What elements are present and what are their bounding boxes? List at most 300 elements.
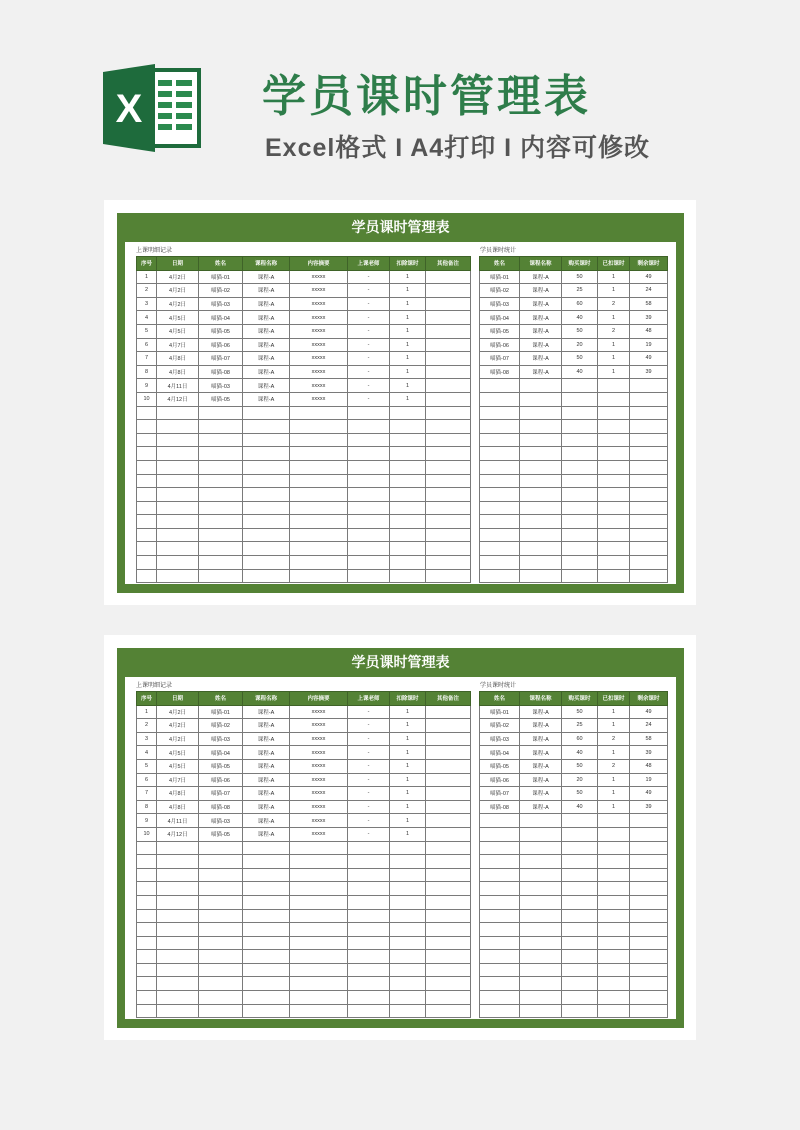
table-cell bbox=[630, 406, 668, 420]
table-row bbox=[480, 1004, 668, 1018]
table-cell bbox=[426, 977, 471, 991]
table-cell bbox=[562, 841, 598, 855]
table-cell: 1 bbox=[390, 297, 426, 311]
table-cell: - bbox=[348, 324, 390, 338]
table-cell bbox=[562, 542, 598, 556]
table-cell bbox=[562, 827, 598, 841]
stats-section-label: 学员课时统计 bbox=[480, 683, 517, 689]
table-cell bbox=[630, 515, 668, 529]
table-cell bbox=[137, 950, 157, 964]
stats-column-header: 购买课时 bbox=[562, 692, 598, 706]
table-cell bbox=[348, 488, 390, 502]
table-row bbox=[137, 882, 471, 896]
table-cell bbox=[598, 420, 630, 434]
table-cell bbox=[426, 515, 471, 529]
table-cell: 39 bbox=[630, 311, 668, 325]
records-column-header: 序号 bbox=[137, 257, 157, 271]
table-cell bbox=[157, 991, 199, 1005]
table-row bbox=[137, 1004, 471, 1018]
table-row bbox=[480, 705, 668, 719]
sheet-frame bbox=[117, 648, 684, 1028]
table-cell bbox=[243, 501, 290, 515]
table-cell bbox=[480, 379, 520, 393]
table-cell: - bbox=[348, 311, 390, 325]
table-cell bbox=[243, 909, 290, 923]
table-cell bbox=[157, 977, 199, 991]
stats-column-header: 购买课时 bbox=[562, 257, 598, 271]
records-column-header: 课程名称 bbox=[243, 692, 290, 706]
table-cell bbox=[480, 977, 520, 991]
table-row bbox=[137, 909, 471, 923]
table-cell: xxxxx bbox=[290, 800, 348, 814]
table-cell bbox=[480, 1004, 520, 1018]
table-row bbox=[137, 800, 471, 814]
table-row bbox=[137, 895, 471, 909]
table-row bbox=[480, 556, 668, 570]
table-cell bbox=[630, 379, 668, 393]
table-cell bbox=[520, 923, 562, 937]
table-cell bbox=[562, 447, 598, 461]
table-cell bbox=[598, 882, 630, 896]
table-cell: 1 bbox=[390, 787, 426, 801]
table-cell: 课程-A bbox=[520, 719, 562, 733]
table-cell: xxxxx bbox=[290, 759, 348, 773]
table-cell: 2 bbox=[598, 759, 630, 773]
table-cell bbox=[630, 895, 668, 909]
table-cell: 8 bbox=[137, 800, 157, 814]
stats-section-label: 学员课时统计 bbox=[480, 248, 517, 254]
table-cell bbox=[199, 1004, 243, 1018]
table-row bbox=[480, 284, 668, 298]
table-cell: 课程-A bbox=[520, 311, 562, 325]
table-cell bbox=[390, 515, 426, 529]
table-cell: 1 bbox=[598, 773, 630, 787]
table-cell: 喵猫-01 bbox=[480, 270, 520, 284]
table-row bbox=[480, 936, 668, 950]
table-cell bbox=[290, 501, 348, 515]
table-cell: 4月2日 bbox=[157, 270, 199, 284]
table-cell bbox=[137, 420, 157, 434]
table-cell bbox=[137, 895, 157, 909]
sheet-title: 学员课时管理表 bbox=[351, 219, 450, 235]
table-cell bbox=[426, 392, 471, 406]
table-row bbox=[137, 746, 471, 760]
table-cell bbox=[390, 528, 426, 542]
table-cell bbox=[348, 433, 390, 447]
table-cell bbox=[520, 542, 562, 556]
table-row bbox=[137, 827, 471, 841]
table-cell bbox=[290, 868, 348, 882]
table-cell bbox=[480, 841, 520, 855]
table-row bbox=[480, 855, 668, 869]
table-cell bbox=[426, 841, 471, 855]
table-cell bbox=[520, 528, 562, 542]
table-row bbox=[137, 950, 471, 964]
table-cell bbox=[562, 406, 598, 420]
table-cell: 1 bbox=[598, 719, 630, 733]
table-cell: 1 bbox=[390, 705, 426, 719]
table-cell bbox=[520, 814, 562, 828]
table-row bbox=[480, 569, 668, 583]
table-row bbox=[480, 909, 668, 923]
table-cell bbox=[390, 841, 426, 855]
table-cell bbox=[243, 433, 290, 447]
table-cell bbox=[426, 719, 471, 733]
table-cell: 4月2日 bbox=[157, 719, 199, 733]
table-cell: - bbox=[348, 800, 390, 814]
table-cell bbox=[630, 501, 668, 515]
table-cell bbox=[137, 569, 157, 583]
table-cell bbox=[480, 447, 520, 461]
table-cell bbox=[480, 814, 520, 828]
table-cell bbox=[390, 963, 426, 977]
table-cell bbox=[598, 392, 630, 406]
table-cell: 4月11日 bbox=[157, 814, 199, 828]
table-cell: 喵猫-03 bbox=[199, 814, 243, 828]
table-cell: 喵猫-07 bbox=[480, 787, 520, 801]
table-row bbox=[480, 365, 668, 379]
table-cell: 4月8日 bbox=[157, 787, 199, 801]
table-cell bbox=[243, 488, 290, 502]
table-cell bbox=[137, 447, 157, 461]
table-cell: 喵猫-07 bbox=[199, 787, 243, 801]
table-cell bbox=[630, 950, 668, 964]
table-cell bbox=[426, 447, 471, 461]
table-row bbox=[480, 324, 668, 338]
page-subtitle: Excel格式 I A4打印 I 内容可修改 bbox=[265, 134, 651, 162]
table-cell bbox=[562, 515, 598, 529]
table-cell: 课程-A bbox=[243, 352, 290, 366]
table-cell bbox=[630, 936, 668, 950]
table-cell bbox=[520, 556, 562, 570]
table-cell bbox=[426, 379, 471, 393]
table-cell: 课程-A bbox=[520, 759, 562, 773]
records-section-label: 上课明细记录 bbox=[136, 248, 173, 254]
table-cell bbox=[426, 460, 471, 474]
table-cell bbox=[426, 882, 471, 896]
table-cell bbox=[157, 1004, 199, 1018]
table-cell bbox=[243, 420, 290, 434]
table-cell bbox=[390, 420, 426, 434]
table-cell: 58 bbox=[630, 297, 668, 311]
sheet-preview-1 bbox=[104, 200, 696, 605]
table-row bbox=[480, 297, 668, 311]
table-cell: 4月7日 bbox=[157, 338, 199, 352]
table-row bbox=[480, 787, 668, 801]
table-cell bbox=[199, 515, 243, 529]
table-cell: 喵猫-03 bbox=[199, 379, 243, 393]
table-cell bbox=[426, 501, 471, 515]
table-cell bbox=[348, 420, 390, 434]
table-cell bbox=[426, 406, 471, 420]
table-cell bbox=[290, 515, 348, 529]
table-cell bbox=[480, 963, 520, 977]
table-cell bbox=[348, 868, 390, 882]
table-cell bbox=[630, 977, 668, 991]
table-cell bbox=[137, 1004, 157, 1018]
table-cell bbox=[520, 501, 562, 515]
table-cell bbox=[630, 909, 668, 923]
table-cell bbox=[290, 950, 348, 964]
table-cell: 1 bbox=[598, 352, 630, 366]
table-cell: 课程-A bbox=[243, 800, 290, 814]
table-cell bbox=[480, 855, 520, 869]
stats-column-header: 姓名 bbox=[480, 692, 520, 706]
table-cell: 课程-A bbox=[520, 365, 562, 379]
table-cell bbox=[598, 909, 630, 923]
table-row bbox=[137, 569, 471, 583]
table-cell bbox=[520, 855, 562, 869]
table-row bbox=[480, 542, 668, 556]
table-cell bbox=[157, 950, 199, 964]
table-cell bbox=[598, 963, 630, 977]
table-cell: 25 bbox=[562, 719, 598, 733]
table-cell bbox=[562, 501, 598, 515]
table-cell bbox=[520, 447, 562, 461]
table-cell: 4月2日 bbox=[157, 284, 199, 298]
table-cell bbox=[480, 868, 520, 882]
records-column-header: 姓名 bbox=[199, 257, 243, 271]
table-cell bbox=[426, 569, 471, 583]
table-cell bbox=[426, 474, 471, 488]
table-cell: 1 bbox=[598, 705, 630, 719]
table-row bbox=[137, 773, 471, 787]
table-cell bbox=[426, 1004, 471, 1018]
table-cell bbox=[426, 909, 471, 923]
table-cell bbox=[157, 841, 199, 855]
table-cell bbox=[390, 923, 426, 937]
table-cell: 课程-A bbox=[520, 338, 562, 352]
stats-column-header: 已扣课时 bbox=[598, 257, 630, 271]
table-cell bbox=[562, 1004, 598, 1018]
table-cell bbox=[480, 569, 520, 583]
table-row bbox=[480, 882, 668, 896]
table-cell: 喵猫-05 bbox=[480, 324, 520, 338]
records-table bbox=[136, 256, 471, 583]
table-cell: 1 bbox=[390, 352, 426, 366]
table-cell: - bbox=[348, 297, 390, 311]
table-row bbox=[480, 814, 668, 828]
table-cell bbox=[290, 977, 348, 991]
records-column-header: 扣除课时 bbox=[390, 692, 426, 706]
table-cell: 1 bbox=[390, 759, 426, 773]
table-row bbox=[137, 963, 471, 977]
records-column-header: 课程名称 bbox=[243, 257, 290, 271]
table-cell: 喵猫-06 bbox=[480, 338, 520, 352]
table-cell bbox=[426, 827, 471, 841]
table-cell bbox=[348, 460, 390, 474]
table-cell: 1 bbox=[598, 270, 630, 284]
table-cell bbox=[562, 569, 598, 583]
table-cell bbox=[480, 909, 520, 923]
table-cell bbox=[562, 556, 598, 570]
table-cell bbox=[480, 420, 520, 434]
table-cell: 40 bbox=[562, 365, 598, 379]
table-cell bbox=[290, 963, 348, 977]
table-cell bbox=[348, 923, 390, 937]
table-cell bbox=[426, 705, 471, 719]
table-cell bbox=[426, 963, 471, 977]
table-row bbox=[137, 515, 471, 529]
table-cell: 1 bbox=[598, 365, 630, 379]
table-cell bbox=[348, 406, 390, 420]
table-row bbox=[480, 963, 668, 977]
table-cell bbox=[199, 841, 243, 855]
table-cell bbox=[426, 991, 471, 1005]
table-cell bbox=[137, 936, 157, 950]
table-cell bbox=[562, 528, 598, 542]
table-cell bbox=[290, 882, 348, 896]
table-cell bbox=[630, 991, 668, 1005]
table-cell bbox=[520, 460, 562, 474]
table-cell: 4月5日 bbox=[157, 324, 199, 338]
table-row bbox=[137, 474, 471, 488]
table-cell: 9 bbox=[137, 379, 157, 393]
table-row bbox=[480, 923, 668, 937]
table-cell: - bbox=[348, 787, 390, 801]
table-cell: 4月12日 bbox=[157, 827, 199, 841]
table-cell: 48 bbox=[630, 759, 668, 773]
table-row bbox=[480, 895, 668, 909]
table-cell: 6 bbox=[137, 338, 157, 352]
table-cell: xxxxx bbox=[290, 787, 348, 801]
table-cell bbox=[426, 352, 471, 366]
table-cell bbox=[157, 882, 199, 896]
table-cell: 喵猫-08 bbox=[480, 365, 520, 379]
table-cell: 喵猫-01 bbox=[199, 705, 243, 719]
table-cell bbox=[630, 923, 668, 937]
table-cell bbox=[630, 855, 668, 869]
table-row bbox=[137, 991, 471, 1005]
table-cell bbox=[598, 569, 630, 583]
table-cell bbox=[480, 556, 520, 570]
table-cell bbox=[157, 528, 199, 542]
table-cell bbox=[480, 882, 520, 896]
table-cell bbox=[137, 474, 157, 488]
table-cell: 喵猫-07 bbox=[199, 352, 243, 366]
table-cell bbox=[630, 1004, 668, 1018]
table-cell bbox=[157, 855, 199, 869]
table-cell: 喵猫-05 bbox=[199, 759, 243, 773]
table-cell bbox=[348, 515, 390, 529]
table-cell: 课程-A bbox=[520, 705, 562, 719]
table-row bbox=[137, 270, 471, 284]
table-cell bbox=[290, 433, 348, 447]
table-cell bbox=[157, 420, 199, 434]
stats-column-header: 已扣课时 bbox=[598, 692, 630, 706]
table-cell bbox=[243, 991, 290, 1005]
table-cell bbox=[630, 528, 668, 542]
records-section-label: 上课明细记录 bbox=[136, 683, 173, 689]
table-cell: 课程-A bbox=[520, 297, 562, 311]
table-cell: 2 bbox=[137, 719, 157, 733]
table-cell bbox=[137, 909, 157, 923]
table-cell bbox=[199, 433, 243, 447]
table-row bbox=[137, 501, 471, 515]
table-cell bbox=[630, 841, 668, 855]
table-cell bbox=[520, 433, 562, 447]
table-cell bbox=[480, 542, 520, 556]
table-cell bbox=[426, 284, 471, 298]
table-cell bbox=[562, 923, 598, 937]
table-cell bbox=[630, 392, 668, 406]
table-cell: 课程-A bbox=[243, 379, 290, 393]
table-cell bbox=[199, 501, 243, 515]
table-cell bbox=[137, 963, 157, 977]
table-row bbox=[137, 352, 471, 366]
table-cell bbox=[199, 528, 243, 542]
table-cell: 1 bbox=[390, 773, 426, 787]
table-row bbox=[480, 841, 668, 855]
table-cell bbox=[598, 379, 630, 393]
table-cell: 课程-A bbox=[243, 787, 290, 801]
table-cell: 课程-A bbox=[520, 324, 562, 338]
table-cell: 课程-A bbox=[243, 365, 290, 379]
table-row bbox=[137, 814, 471, 828]
table-cell bbox=[520, 488, 562, 502]
table-cell bbox=[598, 841, 630, 855]
table-cell: 50 bbox=[562, 270, 598, 284]
table-row bbox=[480, 392, 668, 406]
table-cell: xxxxx bbox=[290, 814, 348, 828]
table-cell bbox=[243, 950, 290, 964]
table-row bbox=[480, 732, 668, 746]
table-row bbox=[480, 759, 668, 773]
table-cell: xxxxx bbox=[290, 827, 348, 841]
table-cell bbox=[426, 868, 471, 882]
table-cell bbox=[598, 515, 630, 529]
table-cell bbox=[520, 1004, 562, 1018]
table-cell bbox=[520, 882, 562, 896]
table-cell: 10 bbox=[137, 392, 157, 406]
table-cell: 4月7日 bbox=[157, 773, 199, 787]
table-cell bbox=[598, 542, 630, 556]
table-cell bbox=[243, 1004, 290, 1018]
table-cell: 3 bbox=[137, 297, 157, 311]
records-column-header: 日期 bbox=[157, 692, 199, 706]
table-cell: 5 bbox=[137, 759, 157, 773]
table-cell bbox=[137, 841, 157, 855]
table-cell: 喵猫-03 bbox=[480, 732, 520, 746]
table-cell bbox=[630, 474, 668, 488]
table-row bbox=[480, 406, 668, 420]
header bbox=[0, 0, 800, 195]
records-table bbox=[136, 691, 471, 1018]
table-cell bbox=[243, 542, 290, 556]
table-row bbox=[480, 420, 668, 434]
table-cell bbox=[426, 324, 471, 338]
table-cell bbox=[598, 977, 630, 991]
table-cell: 1 bbox=[598, 746, 630, 760]
table-cell: 3 bbox=[137, 732, 157, 746]
table-cell bbox=[199, 977, 243, 991]
table-cell bbox=[390, 1004, 426, 1018]
table-cell: 4月2日 bbox=[157, 732, 199, 746]
table-cell: 课程-A bbox=[243, 746, 290, 760]
table-cell bbox=[348, 855, 390, 869]
table-cell bbox=[520, 977, 562, 991]
table-cell bbox=[290, 542, 348, 556]
table-cell bbox=[348, 569, 390, 583]
table-cell: 7 bbox=[137, 352, 157, 366]
table-cell: xxxxx bbox=[290, 297, 348, 311]
table-cell bbox=[598, 556, 630, 570]
table-row bbox=[137, 488, 471, 502]
table-cell: 喵猫-02 bbox=[199, 719, 243, 733]
table-cell: 24 bbox=[630, 284, 668, 298]
table-cell bbox=[630, 814, 668, 828]
table-row bbox=[480, 311, 668, 325]
